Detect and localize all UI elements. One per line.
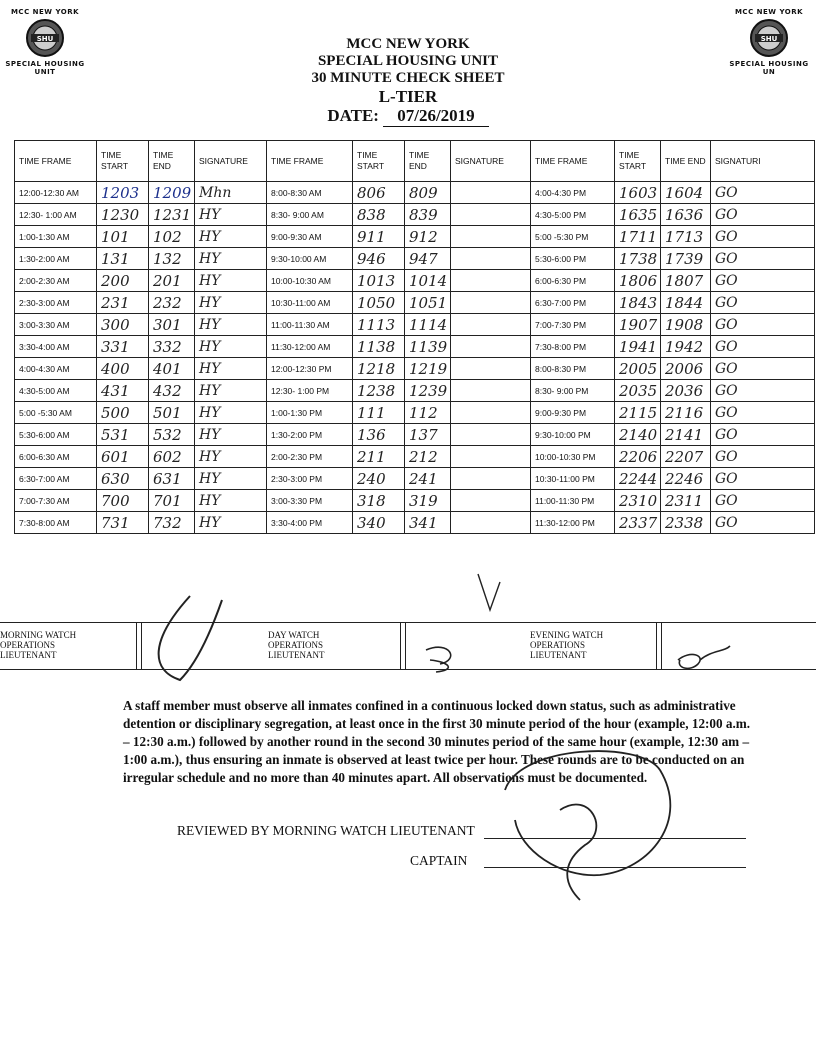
time-frame-cell: 8:00-8:30 AM — [267, 182, 353, 204]
time-frame-cell: 11:00-11:30 PM — [531, 490, 615, 512]
header-line-3: 30 MINUTE CHECK SHEET — [311, 70, 505, 86]
time-end-cell: 2036 — [661, 380, 711, 402]
signature-cell: GO — [711, 468, 815, 490]
time-end-cell: 1942 — [661, 336, 711, 358]
time-frame-cell: 3:00-3:30 PM — [267, 490, 353, 512]
time-frame-cell: 10:00-10:30 AM — [267, 270, 353, 292]
time-start-cell: 1013 — [353, 270, 405, 292]
header-line-4: L-TIER — [378, 87, 438, 106]
time-start-cell: 331 — [97, 336, 149, 358]
time-frame-cell: 11:30-12:00 AM — [267, 336, 353, 358]
column-header: SIGNATURI — [711, 141, 815, 182]
time-frame-cell: 2:00-2:30 PM — [267, 446, 353, 468]
time-end-cell: 232 — [149, 292, 195, 314]
time-frame-cell: 4:30-5:00 PM — [531, 204, 615, 226]
time-end-cell: 137 — [405, 424, 451, 446]
time-start-cell: 300 — [97, 314, 149, 336]
time-start-cell: 838 — [353, 204, 405, 226]
signature-cell: GO — [711, 424, 815, 446]
time-frame-cell: 10:00-10:30 PM — [531, 446, 615, 468]
time-end-cell: 332 — [149, 336, 195, 358]
signature-cell: GO — [711, 226, 815, 248]
time-start-cell: 2115 — [615, 402, 661, 424]
time-frame-cell: 10:30-11:00 PM — [531, 468, 615, 490]
time-frame-cell: 8:00-8:30 PM — [531, 358, 615, 380]
time-start-cell: 1711 — [615, 226, 661, 248]
time-end-cell: 301 — [149, 314, 195, 336]
signature-cell: HY — [195, 226, 267, 248]
time-start-cell: 601 — [97, 446, 149, 468]
time-end-cell: 2006 — [661, 358, 711, 380]
logo-bottom-text: SPECIAL HOUSING UNIT — [5, 60, 85, 76]
time-start-cell: 2035 — [615, 380, 661, 402]
signature-cell: GO — [711, 402, 815, 424]
time-frame-cell: 7:00-7:30 PM — [531, 314, 615, 336]
signature-cell: HY — [195, 512, 267, 534]
time-frame-cell: 5:30-6:00 AM — [15, 424, 97, 446]
signature-cell: HY — [195, 204, 267, 226]
time-end-cell: 1807 — [661, 270, 711, 292]
time-start-cell: 1603 — [615, 182, 661, 204]
signature-cell: HY — [195, 358, 267, 380]
time-start-cell: 1113 — [353, 314, 405, 336]
time-start-cell: 1907 — [615, 314, 661, 336]
captain-signature — [505, 751, 670, 900]
time-end-cell: 132 — [149, 248, 195, 270]
time-frame-cell: 7:00-7:30 AM — [15, 490, 97, 512]
time-frame-cell: 12:30- 1:00 AM — [15, 204, 97, 226]
column-header: TIME FRAME — [15, 141, 97, 182]
column-header: TIME START — [97, 141, 149, 182]
time-end-cell: 102 — [149, 226, 195, 248]
time-frame-cell: 9:00-9:30 AM — [267, 226, 353, 248]
time-end-cell: 319 — [405, 490, 451, 512]
signature-cell: GO — [711, 292, 815, 314]
evening-watch-label: EVENING WATCH OPERATIONS LIEUTENANT — [530, 630, 604, 660]
time-start-cell: 911 — [353, 226, 405, 248]
time-start-cell: 1238 — [353, 380, 405, 402]
time-end-cell: 432 — [149, 380, 195, 402]
logo-top-text: MCC NEW YORK — [734, 8, 804, 16]
date-label: DATE: — [327, 106, 379, 125]
svg-text:SHU: SHU — [36, 35, 54, 43]
time-start-cell: 340 — [353, 512, 405, 534]
time-frame-cell: 4:00-4:30 PM — [531, 182, 615, 204]
policy-notice: A staff member must observe all inmates confined in a continuous locked down status, such as administrative detention or disciplinary segregation, at least once in the first 30 minute period of the hour (example, 12:00 a.m. – 12:30 a.m.) followed by another round in the second 30 minutes period of the same hour (example, 12:30 am – 1:00 a.m.), thus ensuring an inmate is observed at least twice per hour. These rounds are to be conducted on an irregular schedule and no more than 40 minutes apart. All observations must be documented. — [123, 698, 751, 785]
signature-cell: HY — [195, 248, 267, 270]
time-frame-cell: 4:30-5:00 AM — [15, 380, 97, 402]
time-frame-cell: 8:30- 9:00 PM — [531, 380, 615, 402]
time-end-cell: 1231 — [149, 204, 195, 226]
evening-watch-signature — [678, 646, 730, 668]
time-start-cell: 111 — [353, 402, 405, 424]
time-end-cell: 1139 — [405, 336, 451, 358]
time-end-cell: 501 — [149, 402, 195, 424]
time-start-cell: 2140 — [615, 424, 661, 446]
time-end-cell: 1219 — [405, 358, 451, 380]
time-end-cell: 809 — [405, 182, 451, 204]
time-start-cell: 318 — [353, 490, 405, 512]
time-start-cell: 1738 — [615, 248, 661, 270]
column-header: TIME END — [661, 141, 711, 182]
time-end-cell: 341 — [405, 512, 451, 534]
signature-cell: GO — [711, 314, 815, 336]
time-frame-cell: 4:00-4:30 AM — [15, 358, 97, 380]
time-end-cell: 2207 — [661, 446, 711, 468]
time-start-cell: 2005 — [615, 358, 661, 380]
time-end-cell: 1908 — [661, 314, 711, 336]
signature-cell: HY — [195, 314, 267, 336]
time-start-cell: 200 — [97, 270, 149, 292]
time-end-cell: 1844 — [661, 292, 711, 314]
morning-watch-label: MORNING WATCH OPERATIONS LIEUTENANT — [0, 630, 77, 660]
signature-cell: GO — [711, 336, 815, 358]
time-start-cell: 400 — [97, 358, 149, 380]
time-end-cell: 1739 — [661, 248, 711, 270]
column-header: TIME END — [149, 141, 195, 182]
time-start-cell: 136 — [353, 424, 405, 446]
time-end-cell: 201 — [149, 270, 195, 292]
time-end-cell: 1713 — [661, 226, 711, 248]
time-end-cell: 2338 — [661, 512, 711, 534]
day-watch-signature — [426, 647, 451, 672]
time-end-cell: 839 — [405, 204, 451, 226]
time-start-cell: 806 — [353, 182, 405, 204]
time-frame-cell: 6:00-6:30 PM — [531, 270, 615, 292]
signature-cell: HY — [195, 270, 267, 292]
signature-cell: GO — [711, 490, 815, 512]
time-start-cell: 1203 — [97, 182, 149, 204]
time-frame-cell: 1:30-2:00 PM — [267, 424, 353, 446]
time-frame-cell: 11:30-12:00 PM — [531, 512, 615, 534]
time-end-cell: 1604 — [661, 182, 711, 204]
logo-bottom-text: SPECIAL HOUSING UN — [729, 60, 809, 76]
time-end-cell: 241 — [405, 468, 451, 490]
time-end-cell: 602 — [149, 446, 195, 468]
time-frame-cell: 6:30-7:00 AM — [15, 468, 97, 490]
time-frame-cell: 8:30- 9:00 AM — [267, 204, 353, 226]
time-start-cell: 1138 — [353, 336, 405, 358]
time-end-cell: 1636 — [661, 204, 711, 226]
time-end-cell: 2246 — [661, 468, 711, 490]
time-frame-cell: 1:30-2:00 AM — [15, 248, 97, 270]
time-start-cell: 500 — [97, 402, 149, 424]
time-frame-cell: 1:00-1:30 PM — [267, 402, 353, 424]
time-end-cell: 1014 — [405, 270, 451, 292]
signature-cell: HY — [195, 402, 267, 424]
signature-cell: GO — [711, 380, 815, 402]
time-frame-cell: 2:00-2:30 AM — [15, 270, 97, 292]
lieutenant-review-label: REVIEWED BY MORNING WATCH LIEUTENANT — [177, 823, 475, 838]
column-header: TIME FRAME — [531, 141, 615, 182]
time-frame-cell: 12:30- 1:00 PM — [267, 380, 353, 402]
signature-cell: HY — [195, 424, 267, 446]
morning-watch-signature — [159, 596, 222, 680]
time-start-cell: 1050 — [353, 292, 405, 314]
signature-cell: GO — [711, 512, 815, 534]
time-end-cell: 1209 — [149, 182, 195, 204]
time-start-cell: 1218 — [353, 358, 405, 380]
time-end-cell: 2141 — [661, 424, 711, 446]
signature-cell: HY — [195, 446, 267, 468]
header-line-1: MCC NEW YORK — [346, 36, 470, 52]
time-start-cell: 240 — [353, 468, 405, 490]
signature-cell: HY — [195, 490, 267, 512]
time-frame-cell: 6:30-7:00 PM — [531, 292, 615, 314]
time-frame-cell: 10:30-11:00 AM — [267, 292, 353, 314]
time-start-cell: 700 — [97, 490, 149, 512]
time-frame-cell: 9:00-9:30 PM — [531, 402, 615, 424]
time-start-cell: 630 — [97, 468, 149, 490]
logo-top-text: MCC NEW YORK — [10, 8, 80, 16]
time-frame-cell: 12:00-12:30 PM — [267, 358, 353, 380]
time-frame-cell: 1:00-1:30 AM — [15, 226, 97, 248]
signature-cell: GO — [711, 182, 815, 204]
column-header: TIME END — [405, 141, 451, 182]
time-start-cell: 2310 — [615, 490, 661, 512]
time-frame-cell: 5:00 -5:30 PM — [531, 226, 615, 248]
time-end-cell: 2311 — [661, 490, 711, 512]
signature-cell: HY — [195, 336, 267, 358]
signature-cell: Mhn — [195, 182, 267, 204]
time-start-cell: 1843 — [615, 292, 661, 314]
time-frame-cell: 6:00-6:30 AM — [15, 446, 97, 468]
time-start-cell: 211 — [353, 446, 405, 468]
column-header: SIGNATURE — [195, 141, 267, 182]
signature-cell: GO — [711, 358, 815, 380]
signature-cell: HY — [195, 380, 267, 402]
time-end-cell: 912 — [405, 226, 451, 248]
signature-cell: HY — [195, 468, 267, 490]
time-end-cell: 532 — [149, 424, 195, 446]
time-end-cell: 112 — [405, 402, 451, 424]
signature-cell: GO — [711, 270, 815, 292]
time-start-cell: 1635 — [615, 204, 661, 226]
time-frame-cell: 7:30-8:00 PM — [531, 336, 615, 358]
time-start-cell: 131 — [97, 248, 149, 270]
column-header: SIGNATURE — [451, 141, 531, 182]
time-start-cell: 2337 — [615, 512, 661, 534]
time-frame-cell: 3:00-3:30 AM — [15, 314, 97, 336]
signature-tail — [478, 574, 500, 610]
time-frame-cell: 2:30-3:00 PM — [267, 468, 353, 490]
time-start-cell: 2244 — [615, 468, 661, 490]
time-end-cell: 947 — [405, 248, 451, 270]
column-header: TIME FRAME — [267, 141, 353, 182]
date-value: 07/26/2019 — [383, 106, 488, 127]
time-frame-cell: 2:30-3:00 AM — [15, 292, 97, 314]
time-end-cell: 732 — [149, 512, 195, 534]
time-start-cell: 2206 — [615, 446, 661, 468]
time-start-cell: 1230 — [97, 204, 149, 226]
column-header: TIME START — [615, 141, 661, 182]
signature-cell: GO — [711, 248, 815, 270]
time-start-cell: 1941 — [615, 336, 661, 358]
svg-text:SHU: SHU — [760, 35, 778, 43]
time-frame-cell: 5:00 -5:30 AM — [15, 402, 97, 424]
time-end-cell: 701 — [149, 490, 195, 512]
time-end-cell: 1051 — [405, 292, 451, 314]
time-frame-cell: 5:30-6:00 PM — [531, 248, 615, 270]
column-header: TIME START — [353, 141, 405, 182]
time-end-cell: 631 — [149, 468, 195, 490]
time-start-cell: 1806 — [615, 270, 661, 292]
time-frame-cell: 7:30-8:00 AM — [15, 512, 97, 534]
time-end-cell: 2116 — [661, 402, 711, 424]
time-end-cell: 212 — [405, 446, 451, 468]
time-frame-cell: 11:00-11:30 AM — [267, 314, 353, 336]
header-line-2: SPECIAL HOUSING UNIT — [317, 53, 499, 69]
time-frame-cell: 3:30-4:00 AM — [15, 336, 97, 358]
time-frame-cell: 3:30-4:00 PM — [267, 512, 353, 534]
time-frame-cell: 9:30-10:00 AM — [267, 248, 353, 270]
signature-cell: GO — [711, 204, 815, 226]
time-start-cell: 231 — [97, 292, 149, 314]
time-start-cell: 431 — [97, 380, 149, 402]
time-frame-cell: 9:30-10:00 PM — [531, 424, 615, 446]
time-start-cell: 731 — [97, 512, 149, 534]
time-frame-cell: 12:00-12:30 AM — [15, 182, 97, 204]
time-end-cell: 1114 — [405, 314, 451, 336]
captain-label: CAPTAIN — [410, 853, 468, 868]
time-end-cell: 1239 — [405, 380, 451, 402]
signature-cell: GO — [711, 446, 815, 468]
time-start-cell: 946 — [353, 248, 405, 270]
time-start-cell: 101 — [97, 226, 149, 248]
time-start-cell: 531 — [97, 424, 149, 446]
signature-cell: HY — [195, 292, 267, 314]
day-watch-label: DAY WATCH OPERATIONS LIEUTENANT — [268, 630, 325, 660]
time-end-cell: 401 — [149, 358, 195, 380]
